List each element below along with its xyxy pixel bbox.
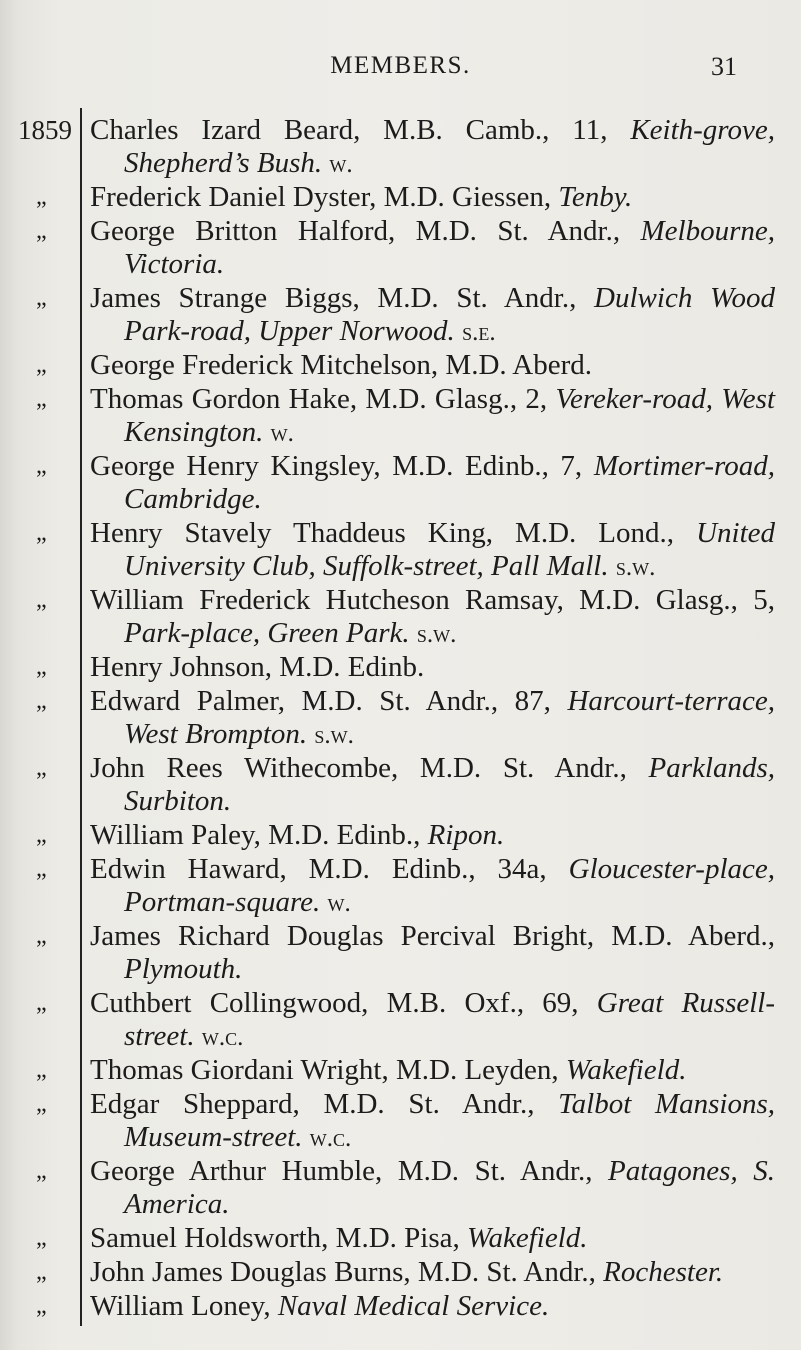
member-entry <box>0 1054 801 1088</box>
entry-name: William Loney, <box>90 1290 271 1322</box>
entry-name: Samuel Holdsworth, M.D. Pisa, <box>90 1222 460 1254</box>
entry-address: Gloucester-place, Portman-square. <box>124 853 776 918</box>
member-entry <box>0 1155 801 1222</box>
entry-address: Melbourne, Victoria. <box>124 215 775 280</box>
page-header <box>0 52 801 88</box>
member-entry <box>0 651 801 685</box>
entry-name: Edwin Haward, M.D. Edinb., 34a, <box>90 853 547 885</box>
entry-postal-district: w.c. <box>201 1024 244 1051</box>
member-entry <box>0 987 801 1054</box>
member-entry <box>0 853 801 920</box>
entry-year-ditto: „ <box>36 184 47 210</box>
entry-year-ditto: „ <box>36 218 47 244</box>
entry-year-ditto: „ <box>36 1158 47 1184</box>
entry-address: Harcourt-terrace, West Brompton. <box>124 685 776 750</box>
entry-year-ditto: „ <box>36 520 47 546</box>
entry-address: Parklands, Surbiton. <box>124 752 775 817</box>
entry-address: Great Russell-street. <box>124 987 775 1052</box>
entry-name: George Frederick Mitchelson, M.D. Aberd. <box>90 349 593 381</box>
entry-year-ditto: „ <box>36 352 47 378</box>
entry-name: George Britton Halford, M.D. St. Andr., <box>90 215 621 247</box>
entry-name: William Frederick Hutcheson Ramsay, M.D. Glasg., 5, <box>90 584 775 616</box>
entry-name: George Henry Kingsley, M.D. Edinb., 7, <box>90 450 583 482</box>
entry-name: George Arthur Humble, M.D. St. Andr., <box>90 1155 593 1187</box>
entry-postal-district: s.w. <box>314 722 354 749</box>
entry-name: John James Douglas Burns, M.D. St. Andr., <box>90 1256 596 1288</box>
member-entry <box>0 685 801 752</box>
entry-year-ditto: „ <box>36 285 47 311</box>
entry-name: Henry Stavely Thaddeus King, M.D. Lond., <box>90 517 675 549</box>
member-entry <box>0 349 801 383</box>
entry-name: James Richard Douglas Percival Bright, M.D. Aberd., <box>90 920 775 952</box>
member-entry <box>0 752 801 819</box>
entry-address: Park-place, Green Park. <box>124 617 410 649</box>
entry-year-ditto: „ <box>36 688 47 714</box>
entry-year-ditto: „ <box>36 587 47 613</box>
entry-address: Mortimer-road, Cambridge. <box>124 450 776 515</box>
entry-name: Edgar Sheppard, M.D. St. Andr., <box>90 1088 535 1120</box>
entry-address: Dulwich Wood Park-road, Upper Norwood. <box>124 282 775 347</box>
member-entry <box>0 517 801 584</box>
entry-address: Talbot Mansions, Museum-street. <box>124 1088 776 1153</box>
entry-address: Tenby. <box>558 181 633 213</box>
entry-year-ditto: „ <box>36 822 47 848</box>
entry-name: Henry Johnson, M.D. Edinb. <box>90 651 425 683</box>
entry-name: Edward Palmer, M.D. St. Andr., 87, <box>90 685 551 717</box>
entry-address: Patagones, S. America. <box>124 1155 776 1220</box>
entry-year-ditto: „ <box>36 1091 47 1117</box>
entry-address: Ripon. <box>427 819 505 851</box>
entry-postal-district: s.w. <box>615 554 656 581</box>
entry-name: Thomas Gordon Hake, M.D. Glasg., 2, <box>90 383 548 415</box>
entry-year-ditto: „ <box>36 1225 47 1251</box>
member-entry <box>0 383 801 450</box>
member-entry <box>0 819 801 853</box>
entry-postal-district: s.e. <box>462 319 496 346</box>
entry-address: Vereker-road, West Kensington. <box>124 383 776 448</box>
entry-address: Plymouth. <box>124 953 243 985</box>
entry-name: Thomas Giordani Wright, M.D. Leyden, <box>90 1054 559 1086</box>
entry-year-ditto: „ <box>36 923 47 949</box>
member-entry <box>0 181 801 215</box>
entry-year-ditto: „ <box>36 1259 47 1285</box>
entry-postal-district: w.c. <box>309 1125 352 1152</box>
member-entry <box>0 114 801 181</box>
entry-name: Frederick Daniel Dyster, M.D. Giessen, <box>90 181 552 213</box>
member-entry <box>0 1290 801 1324</box>
page-number: 31 <box>711 52 737 81</box>
running-title: MEMBERS. <box>330 52 471 79</box>
entry-postal-district: w. <box>329 151 353 178</box>
member-entry <box>0 920 801 987</box>
entry-year-ditto: „ <box>36 453 47 479</box>
entry-year-ditto: „ <box>36 755 47 781</box>
member-entry <box>0 450 801 517</box>
entry-postal-district: s.w. <box>416 621 457 648</box>
member-entry <box>0 215 801 282</box>
entry-year-ditto: „ <box>36 856 47 882</box>
member-entry <box>0 584 801 651</box>
entry-year-ditto: „ <box>36 1057 47 1083</box>
entry-name: James Strange Biggs, M.D. St. Andr., <box>90 282 577 314</box>
member-entry <box>0 1256 801 1290</box>
member-entry <box>0 1222 801 1256</box>
member-list <box>0 114 801 1324</box>
entry-address: Keith-grove, Shepherd’s Bush. <box>124 114 776 179</box>
entry-address: Naval Medical Service. <box>277 1290 550 1322</box>
entry-postal-district: w. <box>270 420 294 447</box>
entry-name: Cuthbert Collingwood, M.B. Oxf., 69, <box>90 987 579 1019</box>
entry-address: Wakefield. <box>565 1054 687 1086</box>
entry-address: United University Club, Suffolk-street, Pall Mall. <box>124 517 775 582</box>
entry-name: William Paley, M.D. Edinb., <box>90 819 421 851</box>
entry-year: 1859 <box>18 115 72 145</box>
entry-address: Wakefield. <box>467 1222 588 1254</box>
entry-year-ditto: „ <box>36 1293 47 1319</box>
entry-postal-district: w. <box>327 890 351 917</box>
entry-year-ditto: „ <box>36 654 47 680</box>
member-entry <box>0 1088 801 1155</box>
member-entry <box>0 282 801 349</box>
entry-year-ditto: „ <box>36 386 47 412</box>
entry-name: Charles Izard Beard, M.B. Camb., 11, <box>90 114 608 146</box>
entry-address: Rochester. <box>603 1256 724 1288</box>
entry-year-ditto: „ <box>36 990 47 1016</box>
entry-name: John Rees Withecombe, M.D. St. Andr., <box>90 752 627 784</box>
